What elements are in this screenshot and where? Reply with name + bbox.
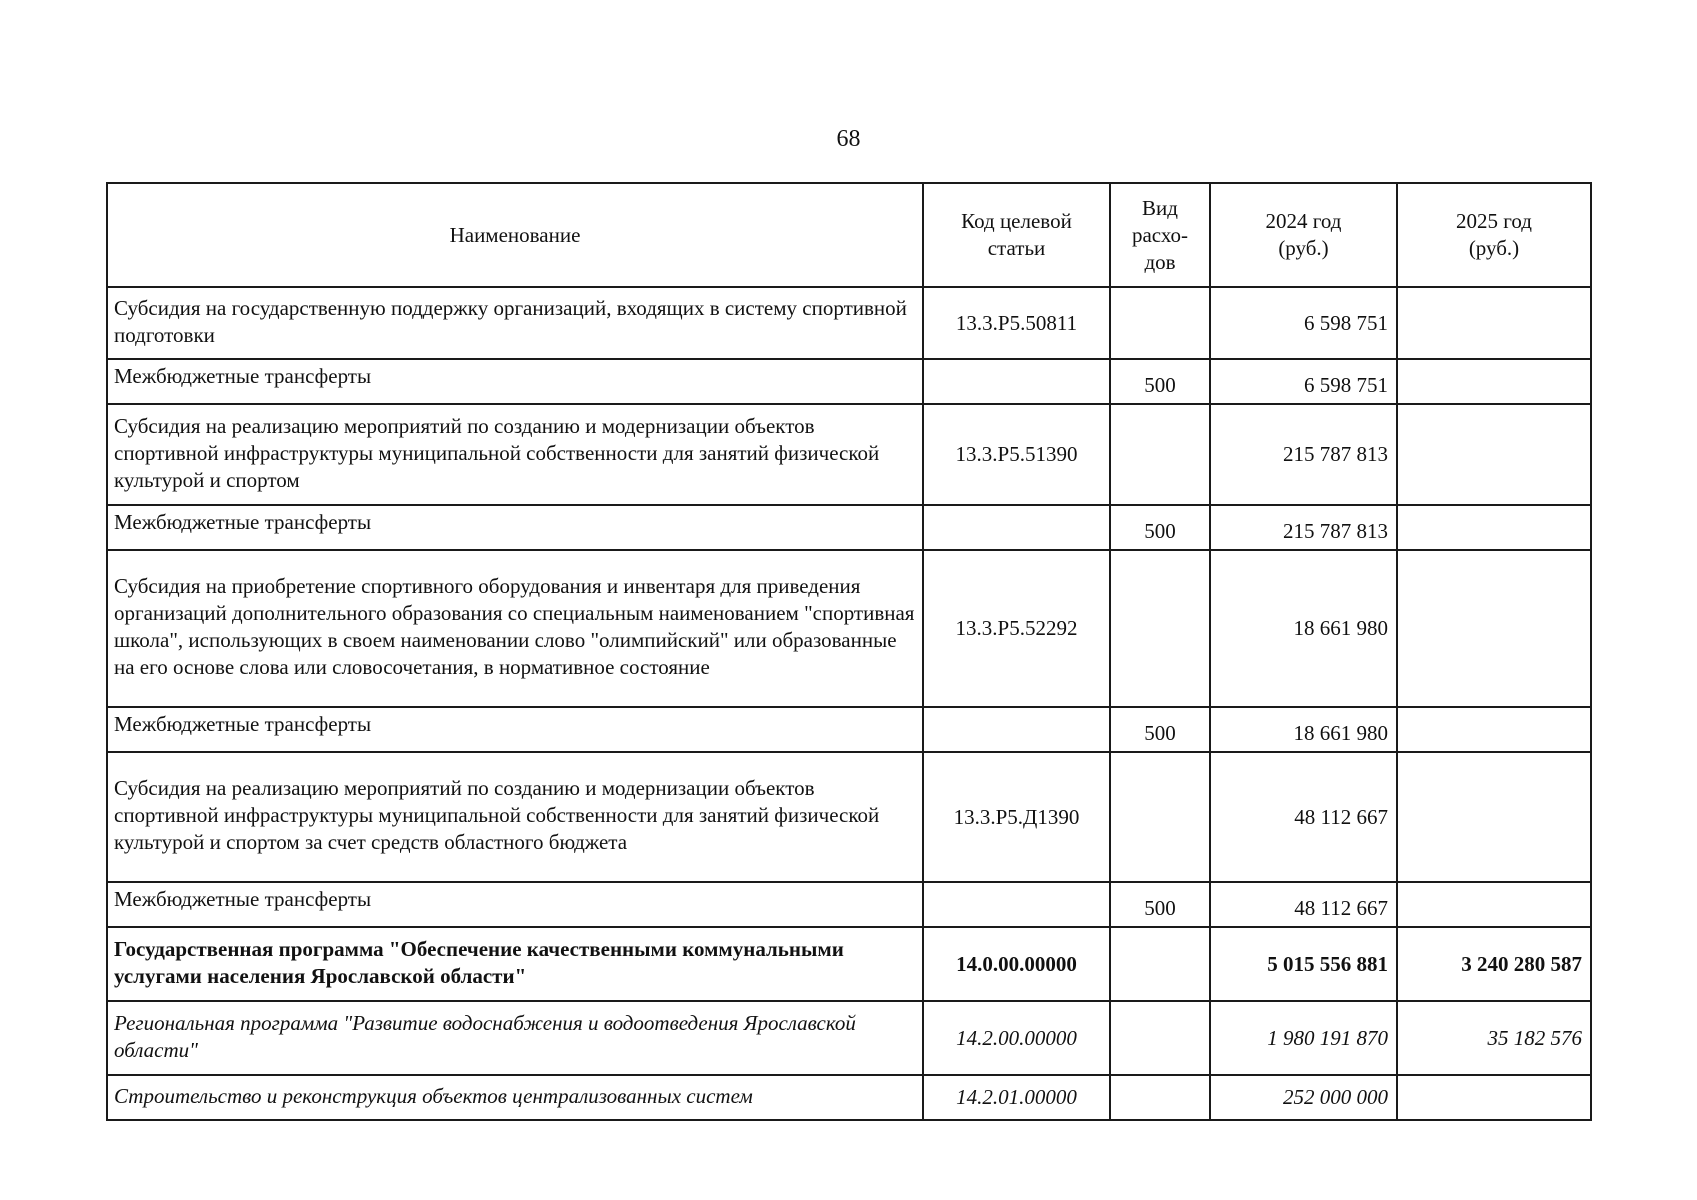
- row-code: [923, 707, 1110, 752]
- row-amount-2025: 35 182 576: [1397, 1001, 1591, 1075]
- header-kind: [1110, 183, 1210, 287]
- row-amount-2025: [1397, 359, 1591, 404]
- row-amount-2025: [1397, 287, 1591, 359]
- row-amount-2024: 6 598 751: [1210, 287, 1397, 359]
- row-amount-2025: [1397, 707, 1591, 752]
- row-code: [923, 505, 1110, 550]
- row-kind: [1110, 1075, 1210, 1120]
- header-code-line2: статьи: [987, 236, 1046, 260]
- table-row: [107, 1075, 1591, 1120]
- header-2025-line2: (руб.): [1468, 236, 1520, 260]
- row-amount-2025: [1397, 752, 1591, 882]
- row-code: 14.0.00.00000: [923, 927, 1110, 1001]
- row-kind: [1110, 404, 1210, 505]
- row-amount-2024: 18 661 980: [1210, 707, 1397, 752]
- row-kind: [1110, 287, 1210, 359]
- row-code: 13.3.Р5.52292: [923, 550, 1110, 707]
- row-amount-2025: [1397, 505, 1591, 550]
- row-kind: 500: [1110, 882, 1210, 927]
- table-row: [107, 287, 1591, 359]
- row-amount-2024: 48 112 667: [1210, 752, 1397, 882]
- table-row: [107, 752, 1591, 882]
- page-number: 68: [836, 126, 861, 152]
- row-amount-2025: 3 240 280 587: [1397, 927, 1591, 1001]
- header-name-label: Наименование: [449, 222, 581, 247]
- header-2025: [1397, 183, 1591, 287]
- header-name: [107, 183, 923, 287]
- row-name: Субсидия на государственную поддержку организаций, входящих в систему спортивной подготовки: [107, 287, 923, 359]
- row-amount-2025: [1397, 882, 1591, 927]
- row-name: Государственная программа "Обеспечение качественными коммунальными услугами населения Ярославской области": [107, 927, 923, 1001]
- row-name: Межбюджетные трансферты: [107, 505, 923, 550]
- table-row: [107, 927, 1591, 1001]
- row-kind: 500: [1110, 359, 1210, 404]
- table-row: [107, 404, 1591, 505]
- row-amount-2025: [1397, 1075, 1591, 1120]
- table-row: [107, 707, 1591, 752]
- row-name: Межбюджетные трансферты: [107, 707, 923, 752]
- header-2024-line2: (руб.): [1278, 236, 1329, 260]
- row-kind: [1110, 752, 1210, 882]
- row-code: [923, 882, 1110, 927]
- row-name: Субсидия на реализацию мероприятий по созданию и модернизации объектов спортивной инфраструктуры муниципальной собственности для занятий физической культурой и спортом: [107, 404, 923, 505]
- row-amount-2024: 252 000 000: [1210, 1075, 1397, 1120]
- row-kind: [1110, 927, 1210, 1001]
- row-amount-2024: 48 112 667: [1210, 882, 1397, 927]
- header-kind-line2: расхо-: [1131, 222, 1189, 247]
- row-kind: 500: [1110, 505, 1210, 550]
- table-row: [107, 1001, 1591, 1075]
- row-amount-2024: 215 787 813: [1210, 404, 1397, 505]
- header-2024-line1: 2024 год: [1265, 209, 1342, 233]
- header-kind-line3: дов: [1144, 249, 1176, 274]
- header-code: [923, 183, 1110, 287]
- budget-table: [106, 182, 1592, 1121]
- table-row: [107, 359, 1591, 404]
- table-row: [107, 882, 1591, 927]
- header-2024: [1210, 183, 1397, 287]
- header-kind-line1: Вид: [1142, 195, 1178, 220]
- row-amount-2024: 5 015 556 881: [1210, 927, 1397, 1001]
- row-name: Региональная программа "Развитие водоснабжения и водоотведения Ярославской области": [107, 1001, 923, 1075]
- row-code: [923, 359, 1110, 404]
- table-row: [107, 505, 1591, 550]
- row-code: 13.3.Р5.50811: [923, 287, 1110, 359]
- row-name: Субсидия на реализацию мероприятий по созданию и модернизации объектов спортивной инфраструктуры муниципальной собственности для занятий физической культурой и спортом за счет средств областного бюджета: [107, 752, 923, 882]
- row-amount-2025: [1397, 404, 1591, 505]
- header-2025-line1: 2025 год: [1456, 209, 1532, 233]
- row-amount-2024: 18 661 980: [1210, 550, 1397, 707]
- header-code-line1: Код целевой: [961, 209, 1072, 233]
- row-code: 13.3.Р5.Д1390: [923, 752, 1110, 882]
- row-name: Субсидия на приобретение спортивного оборудования и инвентаря для приведения организаций дополнительного образования со специальным наименованием "спортивная школа", использующих в своем наименовании слово "олимпийский" или образованные на его основе слова или словосочетания, в нормативное состояние: [107, 550, 923, 707]
- row-kind: [1110, 550, 1210, 707]
- row-code: 14.2.01.00000: [923, 1075, 1110, 1120]
- row-code: 14.2.00.00000: [923, 1001, 1110, 1075]
- row-amount-2025: [1397, 550, 1591, 707]
- row-kind: 500: [1110, 707, 1210, 752]
- row-code: 13.3.Р5.51390: [923, 404, 1110, 505]
- table-row: [107, 550, 1591, 707]
- row-amount-2024: 1 980 191 870: [1210, 1001, 1397, 1075]
- row-kind: [1110, 1001, 1210, 1075]
- row-name: Строительство и реконструкция объектов централизованных систем: [107, 1075, 923, 1120]
- row-name: Межбюджетные трансферты: [107, 882, 923, 927]
- table-header-row: [107, 183, 1591, 287]
- row-name: Межбюджетные трансферты: [107, 359, 923, 404]
- row-amount-2024: 6 598 751: [1210, 359, 1397, 404]
- row-amount-2024: 215 787 813: [1210, 505, 1397, 550]
